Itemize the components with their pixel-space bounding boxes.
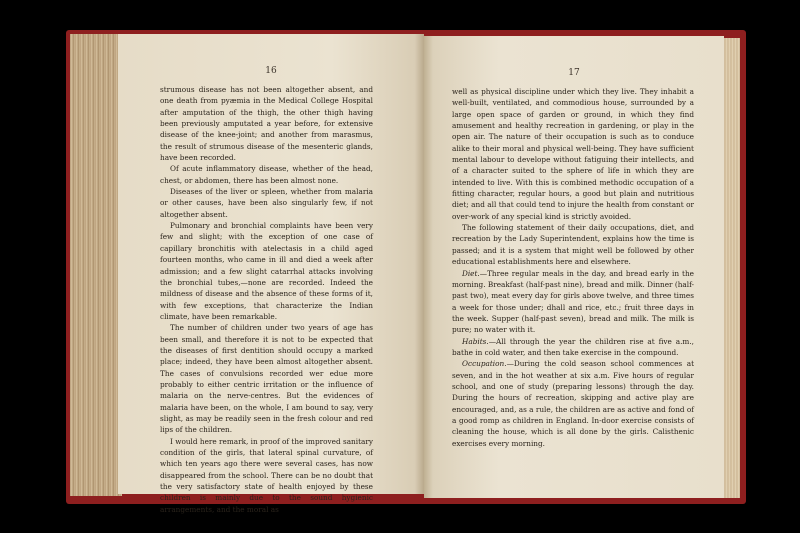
paragraph-body: —During the cold season school commences at seven, and in the hot weather at six a.m. Five hours of regular school, and one of study (preparing lessons) through the day. During the hours of recreation, skipping and active play are encouraged, and, as a rule, the children are as active and fond of a good romp as children in England. In-door exercise consists of cleaning the house, which is all done by the girls. Calisthenic exercises every morning. bbox=[452, 359, 694, 448]
paragraph bbox=[452, 222, 694, 267]
page-block-right-edge bbox=[722, 38, 740, 498]
run-in-heading-habits: Habits. bbox=[462, 336, 489, 346]
paragraph: Pulmonary and bronchial complaints have been very few and slight; with the exception of one case of capillary bronchitis with atelectasis in a child aged fourteen months, who came in ill and died a week after admission; and a few slight catarrhal attacks involving the bronchial tubes,—none are recorded. Indeed the mildness of disease and the absence of these forms of it, with few exceptions, that characterize the Indian climate, have been remarkable. bbox=[160, 221, 373, 321]
paragraph bbox=[452, 336, 694, 359]
right-page bbox=[424, 36, 724, 498]
paragraph: Of acute inflammatory disease, whether of the head, chest, or abdomen, there has been almost none. bbox=[160, 164, 373, 185]
page-number-left: 16 bbox=[265, 66, 277, 76]
paragraph-body: The following statement of their daily occupations, diet, and recreation by the Lady Superintendent, explains how the time is passed; and it is a system that might well be followed by other educational establishments here and elsewhere. bbox=[452, 223, 694, 267]
page-number-right: 17 bbox=[568, 68, 580, 78]
paragraph-body: well as physical discipline under which they live. They inhabit a well-built, ventilated, and commodious house, surrounded by a large open space of garden or ground, in which they find amusement and healthy recreation in gardening, or play in the open air. The nature of their occupation is such as to conduce alike to their moral and physical well-being. They have sufficient mental labour to develope without fatiguing their intellects, and of a character suited to the sphere of life in which they are intended to live. With this is combined methodic occupation of a fitting character, regular hours, a good but plain and nutritious diet; and all that could tend to injure the health from constant or over-work of any special kind is strictly avoided. bbox=[452, 87, 694, 221]
paragraph bbox=[452, 86, 694, 222]
left-page-text bbox=[160, 84, 373, 515]
paragraph bbox=[452, 358, 694, 449]
left-page bbox=[118, 34, 424, 514]
paragraph: The number of children under two years of age has been small, and therefore it is not to be expected that the diseases of first dentition should occupy a marked place; indeed, they have been almost altogether absent. The cases of convulsions recorded wer edue more probably to either centric irritation or the influence of malaria on the nerve-centres. But the evidences of malaria have been, on the whole, I am bound to say, very slight, as may be readily seen in the fresh colour and red lips of the children. bbox=[160, 323, 373, 435]
run-in-heading-occupation: Occupation. bbox=[462, 359, 507, 369]
paragraph: Diseases of the liver or spleen, whether from malaria or other causes, have been also singularly few, if not altogether absent. bbox=[160, 187, 373, 219]
paragraph: I would here remark, in proof of the improved sanitary condition of the girls, that lateral spinal curvature, of which ten years ago there were several cases, has now disappeared from the school. There can be no doubt that the very satisfactory state of health enjoyed by these children is mainly due to the sound hygienic arrangements, and the moral as bbox=[160, 436, 373, 514]
paragraph bbox=[452, 268, 694, 336]
right-page-text bbox=[452, 86, 694, 449]
page-block-left-edge bbox=[70, 34, 122, 496]
paragraph-body: —All through the year the children rise at five a.m., bathe in cold water, and then take exercise in the compound. bbox=[452, 336, 694, 357]
run-in-heading-diet: Diet. bbox=[462, 268, 480, 278]
paragraph-body: —Three regular meals in the day, and bread early in the morning. Breakfast (half-past nine), bread and milk. Dinner (half-past two), meat every day for girls above twelve, and three times a week for those under; dhall and rice, etc.; fruit three days in the week. Supper (half-past seven), bread and milk. The milk is pure; no water with it. bbox=[452, 268, 694, 335]
paragraph: strumous disease has not been altogether absent, and one death from pyæmia in the Medical College Hospital after amputation of the thigh, the other thigh having been previously amputated a year before, for extensive disease of the knee-joint; and another from marasmus, the result of strumous disease of the mesenteric glands, have been recorded. bbox=[160, 85, 373, 163]
